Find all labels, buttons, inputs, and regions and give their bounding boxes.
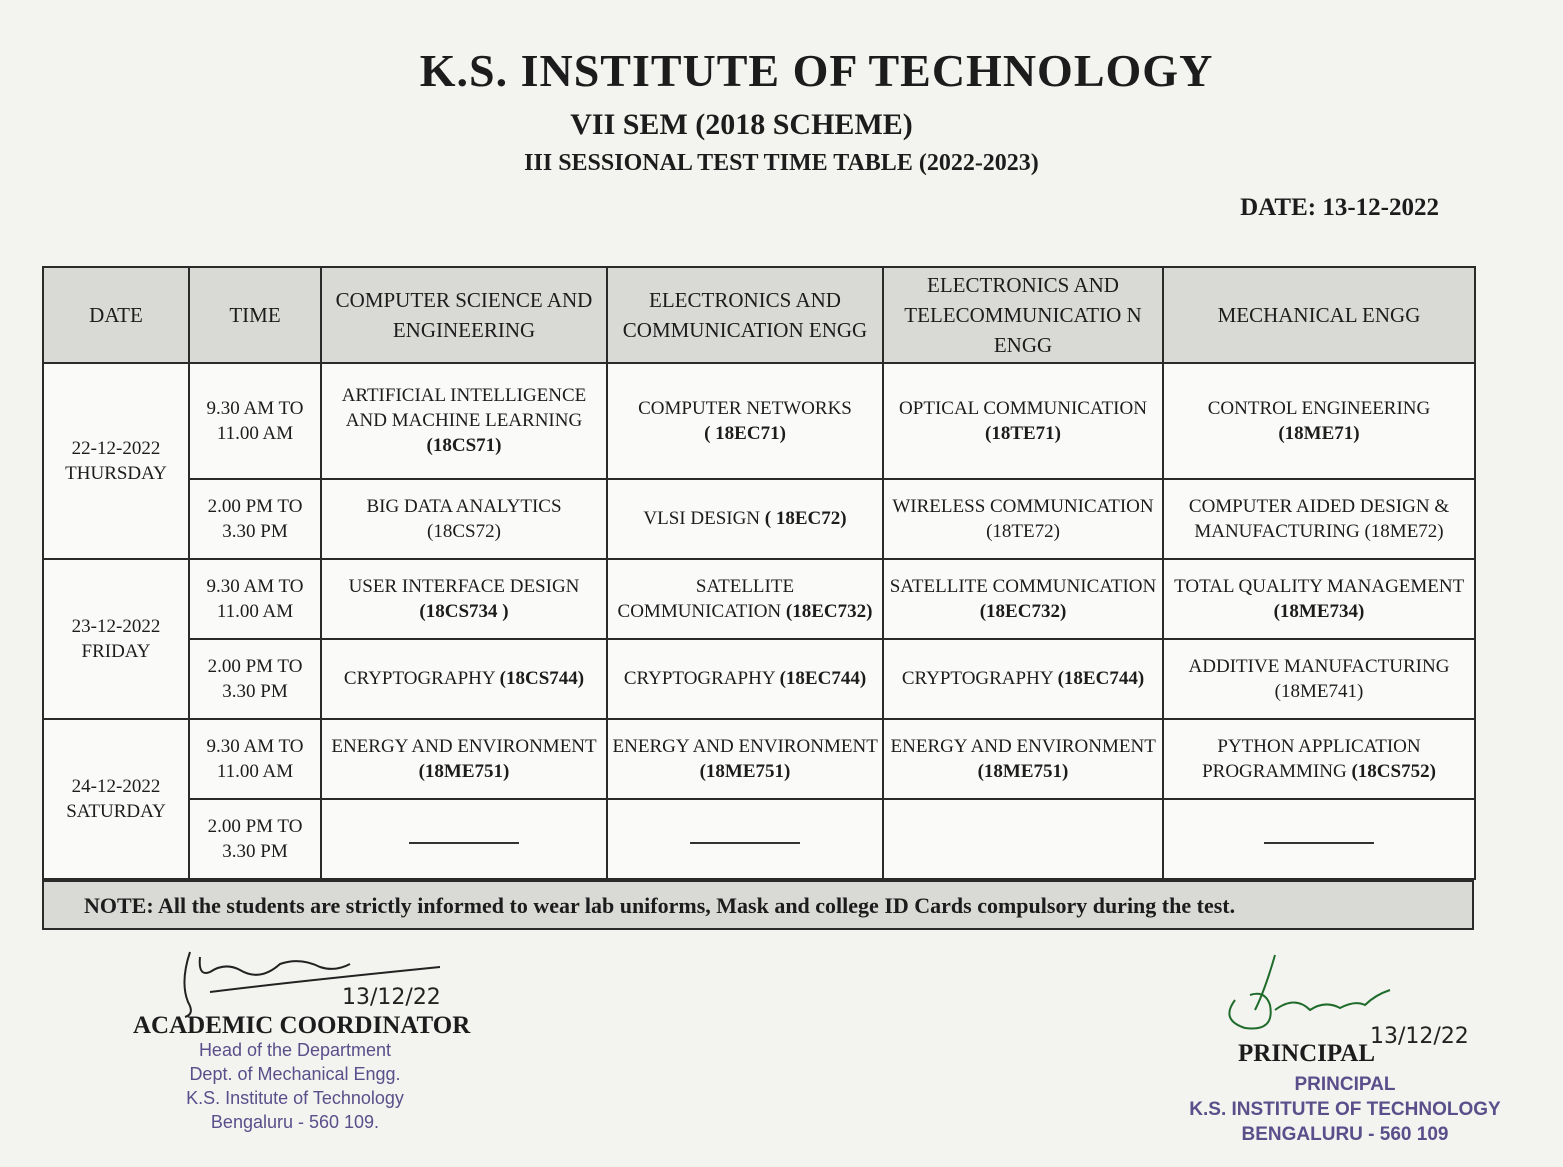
dash-placeholder [1264, 842, 1374, 844]
subject-cell [321, 363, 607, 479]
time-cell: 9.30 AM TO 11.00 AM [189, 559, 321, 639]
subject-cell [883, 363, 1163, 479]
dash-placeholder [409, 842, 519, 844]
principal-title: PRINCIPAL [1238, 1040, 1376, 1067]
time-cell: 2.00 PM TO 3.30 PM [189, 479, 321, 559]
subject-name: PYTHON APPLICATION PROGRAMMING [1202, 735, 1421, 782]
subject-cell [1163, 479, 1475, 559]
exam-date: 24-12-2022 [71, 775, 161, 797]
subject-cell [883, 639, 1163, 719]
time-cell: 2.00 PM TO 3.30 PM [189, 639, 321, 719]
time-cell: 2.00 PM TO 3.30 PM [189, 799, 321, 879]
subject-name: OPTICAL COMMUNICATION [899, 397, 1147, 419]
timetable [42, 266, 1476, 880]
subject-code: (18ME734) [1273, 600, 1365, 622]
table-row [43, 559, 1475, 639]
subject-code: (18TE72) [986, 520, 1060, 542]
subject-name: SATELLITE COMMUNICATION [889, 575, 1157, 597]
principal-signature-date: 13/12/22 [1370, 1024, 1469, 1049]
subject-cell [321, 479, 607, 559]
subject-cell [321, 639, 607, 719]
subject-name: CONTROL ENGINEERING [1207, 397, 1431, 419]
header-time: TIME [189, 267, 321, 363]
subject-code: (18CS72) [427, 520, 501, 542]
note: NOTE: All the students are strictly informed to wear lab uniforms, Mask and college ID Cards compulsory during the test. [42, 880, 1474, 930]
subject-code: (18ME751) [699, 760, 791, 782]
stamp-line: K.S. Institute of Technology [186, 1088, 404, 1108]
stamp-line: Head of the Department [198, 1040, 392, 1060]
table-row [43, 363, 1475, 479]
subject-cell [883, 479, 1163, 559]
subject-name: CRYPTOGRAPHY [901, 668, 1053, 690]
subject-code: (18EC744) [779, 668, 867, 690]
header-date: DATE [43, 267, 189, 363]
dash-placeholder [690, 842, 800, 844]
subject-cell [883, 559, 1163, 639]
stamp-line: BENGALURU - 560 109 [1241, 1124, 1449, 1145]
academic-coordinator-title: ACADEMIC COORDINATOR [133, 1012, 471, 1039]
subject-name: ENERGY AND ENVIRONMENT [612, 735, 878, 757]
subject-cell [607, 559, 883, 639]
stamp-line: Dept. of Mechanical Engg. [189, 1064, 401, 1084]
subject-code: (18EC744) [1057, 668, 1145, 690]
subject-name: USER INTERFACE DESIGN [348, 575, 580, 597]
subject-code: (18CS71) [426, 435, 502, 457]
table-row [43, 719, 1475, 799]
subject-name: CRYPTOGRAPHY [623, 668, 775, 690]
header-ece: ELECTRONICS AND COMMUNICATION ENGG [607, 267, 883, 363]
subject-name: ADDITIVE MANUFACTURING [1188, 655, 1450, 677]
subject-name: COMPUTER AIDED DESIGN & MANUFACTURING [1188, 495, 1450, 542]
subject-code: (18ME741) [1274, 680, 1364, 702]
subject-code: (18CS752) [1351, 760, 1436, 782]
exam-day: THURSDAY [65, 462, 167, 484]
table-row [43, 799, 1475, 879]
subject-name: ENERGY AND ENVIRONMENT [890, 735, 1156, 757]
subject-code: (18ME72) [1364, 520, 1444, 542]
header-ete: ELECTRONICS AND TELECOMMUNICATIO N ENGG [883, 267, 1163, 363]
subject-cell [1163, 719, 1475, 799]
subject-cell [1163, 559, 1475, 639]
exam-day: SATURDAY [66, 800, 166, 822]
header-row [43, 267, 1475, 363]
subject-code: (18CS734 ) [419, 600, 509, 622]
subject-cell [321, 719, 607, 799]
subject-code: (18EC732) [785, 600, 873, 622]
empty-cell [1163, 799, 1475, 879]
time-cell: 9.30 AM TO 11.00 AM [189, 363, 321, 479]
date-cell [43, 719, 189, 879]
subject-cell [883, 719, 1163, 799]
subject-code: (18ME71) [1278, 422, 1360, 444]
subject-name: VLSI DESIGN [643, 508, 761, 530]
institution-title: K.S. INSTITUTE OF TECHNOLOGY [419, 45, 1214, 96]
subject-cell [607, 719, 883, 799]
subject-cell [607, 639, 883, 719]
subject-code: (18EC732) [979, 600, 1067, 622]
subject-name: SATELLITE COMMUNICATION [617, 575, 795, 622]
academic-signature-date: 13/12/22 [342, 985, 441, 1010]
semester-title: VII SEM (2018 SCHEME) [570, 108, 913, 141]
subject-name: WIRELESS COMMUNICATION [892, 495, 1154, 517]
date-cell [43, 363, 189, 559]
subject-code: ( 18EC72) [764, 508, 847, 530]
subject-name: TOTAL QUALITY MANAGEMENT [1174, 575, 1464, 597]
subject-name: COMPUTER NETWORKS [638, 397, 852, 419]
exam-date: 23-12-2022 [71, 615, 161, 637]
subject-name: ARTIFICIAL INTELLIGENCE AND MACHINE LEARNING [341, 385, 587, 432]
subject-cell [607, 363, 883, 479]
exam-day: FRIDAY [81, 640, 151, 662]
document-date: DATE: 13-12-2022 [1240, 194, 1439, 221]
subject-code: (18ME751) [418, 760, 510, 782]
academic-signature [170, 942, 470, 1022]
stamp-line: PRINCIPAL [1294, 1074, 1396, 1095]
subject-name: ENERGY AND ENVIRONMENT [331, 735, 597, 757]
header-me: MECHANICAL ENGG [1163, 267, 1475, 363]
subject-cell [1163, 639, 1475, 719]
subject-code: (18ME751) [977, 760, 1069, 782]
principal-stamp [1170, 1072, 1520, 1147]
table-row [43, 479, 1475, 559]
date-cell [43, 559, 189, 719]
time-cell: 9.30 AM TO 11.00 AM [189, 719, 321, 799]
subject-code: (18TE71) [985, 422, 1061, 444]
exam-date: 22-12-2022 [71, 437, 161, 459]
subject-code: ( 18EC71) [704, 422, 786, 444]
empty-cell [607, 799, 883, 879]
subject-cell [607, 479, 883, 559]
subject-name: BIG DATA ANALYTICS [366, 495, 562, 517]
empty-cell [883, 799, 1163, 879]
academic-stamp [150, 1038, 440, 1134]
stamp-line: K.S. INSTITUTE OF TECHNOLOGY [1189, 1099, 1501, 1120]
table-row [43, 639, 1475, 719]
subject-cell [1163, 363, 1475, 479]
subject-name: CRYPTOGRAPHY [343, 668, 495, 690]
subject-code: (18CS744) [499, 668, 585, 690]
subject-cell [321, 559, 607, 639]
stamp-line: Bengaluru - 560 109. [210, 1112, 380, 1132]
empty-cell [321, 799, 607, 879]
timetable-title: III SESSIONAL TEST TIME TABLE (2022-2023) [524, 150, 1039, 176]
header-cse: COMPUTER SCIENCE AND ENGINEERING [321, 267, 607, 363]
